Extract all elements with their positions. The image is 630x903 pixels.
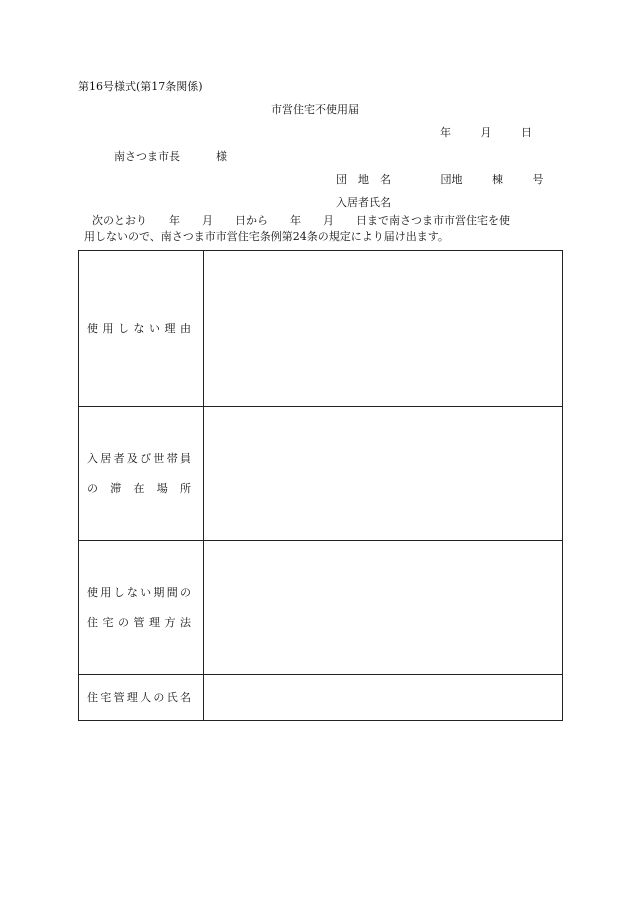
date-day: 日 [521, 126, 532, 139]
danchi-name-label: 団 地 名 [336, 173, 391, 186]
label-char: 法 [180, 615, 191, 629]
label-char: 在 [133, 481, 145, 495]
label-char: し [118, 321, 129, 335]
addressee-name: 南さつま市長 [114, 150, 180, 163]
label-char: 管 [133, 615, 145, 629]
resident-name-label: 入居者氏名 [336, 196, 391, 209]
body-line-1: 次のとおり 年 月 日から 年 月 日まで南さつま市市営住宅を使 [92, 214, 510, 227]
management-method-field[interactable] [204, 541, 563, 675]
label-char: の [153, 690, 165, 704]
label-char: 氏 [166, 690, 178, 704]
row-label-management-method [79, 541, 204, 675]
label-char: 使 [87, 321, 98, 335]
label-char: 管 [113, 690, 125, 704]
stay-location-field[interactable] [204, 407, 563, 541]
label-char: 間 [166, 585, 178, 599]
label-char: 住 [87, 615, 98, 629]
document-title: 市営住宅不使用届 [271, 103, 359, 116]
label-char: 理 [149, 615, 160, 629]
table-row [79, 407, 563, 541]
date-year: 年 [440, 126, 451, 139]
row-label-manager-name [79, 675, 204, 721]
label-char: 世 [153, 451, 165, 465]
form-table [78, 250, 563, 721]
label-char: 理 [126, 690, 138, 704]
number-label: 号 [532, 173, 544, 186]
label-char: 人 [140, 690, 152, 704]
label-char: い [140, 585, 152, 599]
label-char: 及 [126, 451, 138, 465]
label-char: 名 [179, 690, 191, 704]
label-line [87, 608, 191, 638]
label-line [87, 578, 191, 608]
label-char: 由 [180, 321, 191, 335]
label-char: な [133, 321, 145, 335]
row-label-stay-location [79, 407, 204, 541]
body-line-2: 用しないので、南さつま市市営住宅条例第24条の規定により届け出ます。 [84, 230, 449, 243]
label-char: 用 [100, 585, 112, 599]
table-row [79, 675, 563, 721]
label-char: 期 [153, 585, 165, 599]
table-row [79, 251, 563, 407]
label-char: 所 [180, 481, 191, 495]
danchi-label: 団地 [440, 173, 463, 186]
form-number: 第16号様式(第17条関係) [78, 80, 203, 93]
label-char: 者 [113, 451, 125, 465]
label-char: 方 [164, 615, 176, 629]
label-line [87, 314, 191, 344]
label-char: び [140, 451, 152, 465]
label-char: 宅 [102, 615, 114, 629]
label-line [87, 683, 191, 713]
row-label-reason [79, 251, 204, 407]
body-text [78, 213, 556, 245]
date-line [440, 126, 532, 140]
label-char: 理 [164, 321, 176, 335]
reason-field[interactable] [204, 251, 563, 407]
label-char: 使 [87, 585, 98, 599]
label-char: 住 [87, 690, 98, 704]
addressee [114, 150, 227, 164]
label-char: い [149, 321, 160, 335]
table-row [79, 541, 563, 675]
label-char: 滞 [110, 481, 122, 495]
danchi-line [336, 173, 544, 187]
honorific: 様 [216, 150, 227, 163]
label-char: 用 [102, 321, 114, 335]
building-label: 棟 [492, 173, 503, 186]
label-char: 帯 [166, 451, 178, 465]
date-month: 月 [480, 126, 492, 139]
label-char: な [126, 585, 138, 599]
label-char: 員 [179, 451, 191, 465]
label-char: し [113, 585, 125, 599]
label-char: の [87, 481, 98, 495]
label-char: 宅 [100, 690, 112, 704]
label-char: の [118, 615, 129, 629]
label-char: 入 [87, 451, 98, 465]
label-line [87, 444, 191, 474]
label-char: 場 [156, 481, 168, 495]
manager-name-field[interactable] [204, 675, 563, 721]
label-line [87, 474, 191, 504]
label-char: 居 [100, 451, 112, 465]
label-char: の [179, 585, 191, 599]
